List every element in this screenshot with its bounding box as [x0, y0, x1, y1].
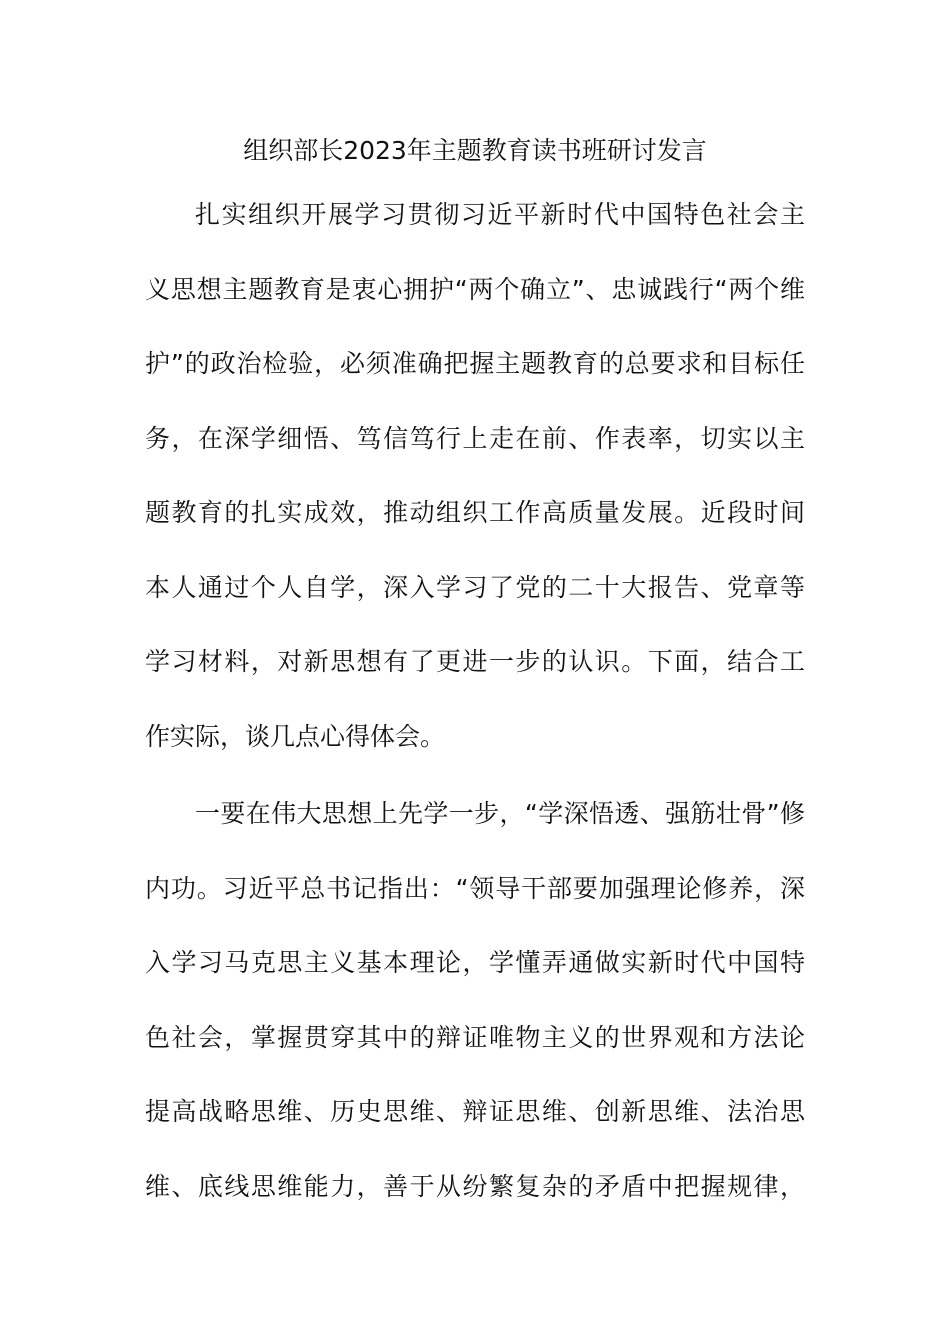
paragraph-line: 义思想主题教育是衷心拥护“两个确立”、忠诚践行“两个维: [145, 275, 805, 304]
paragraph-line: 题教育的扎实成效，推动组织工作高质量发展。近段时间: [145, 498, 805, 527]
paragraph-line: 一要在伟大思想上先学一步，“学深悟透、强筋壮骨”修: [195, 799, 805, 828]
paragraph-line: 学习材料，对新思想有了更进一步的认识。下面，结合工: [145, 647, 805, 676]
paragraph-line: 护”的政治检验，必须准确把握主题教育的总要求和目标任: [145, 349, 805, 378]
paragraph-line: 务，在深学细悟、笃信笃行上走在前、作表率，切实以主: [145, 424, 805, 453]
paragraph-line: 作实际，谈几点心得体会。: [145, 722, 446, 751]
paragraph-line: 本人通过个人自学，深入学习了党的二十大报告、党章等: [145, 573, 805, 602]
paragraph-line: 入学习马克思主义基本理论，学懂弄通做实新时代中国特: [145, 948, 805, 977]
paragraph-line: 内功。习近平总书记指出：“领导干部要加强理论修养，深: [145, 874, 805, 903]
paragraph-line: 维、底线思维能力，善于从纷繁复杂的矛盾中把握规律，: [145, 1172, 805, 1201]
paragraph-line: 色社会，掌握贯穿其中的辩证唯物主义的世界观和方法论: [145, 1023, 805, 1052]
paragraph-line: 扎实组织开展学习贯彻习近平新时代中国特色社会主: [195, 200, 805, 229]
paragraph-line: 提高战略思维、历史思维、辩证思维、创新思维、法治思: [145, 1097, 805, 1126]
document-title: 组织部长2023年主题教育读书班研讨发言: [243, 136, 707, 165]
